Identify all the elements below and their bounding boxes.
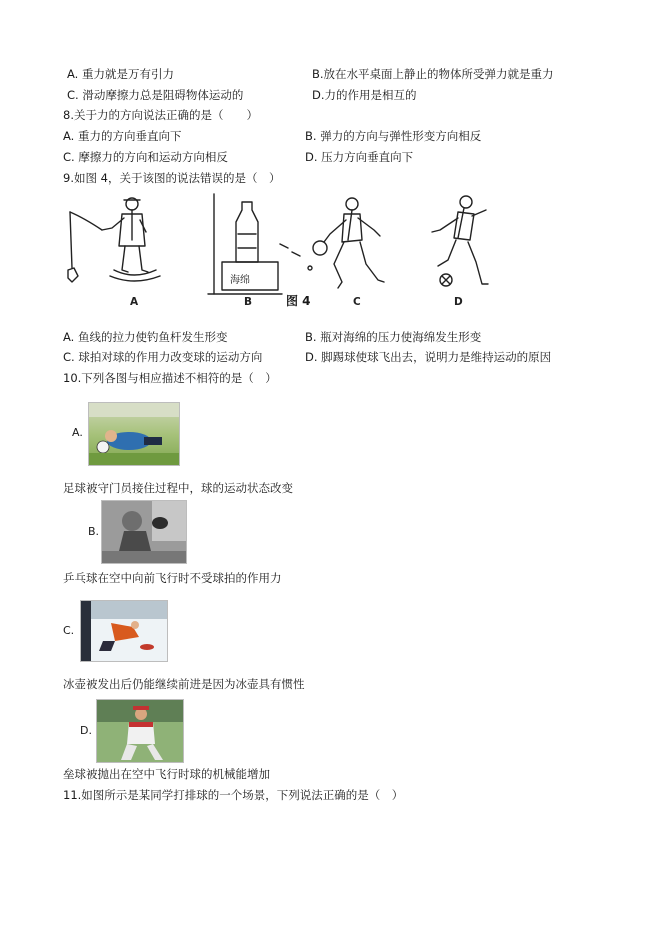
q7-option-b: B.放在水平桌面上静止的物体所受弹力就是重力 — [312, 67, 554, 81]
figure-caption: 图 4 — [286, 294, 311, 308]
q9-option-b: B. 瓶对海绵的压力使海绵发生形变 — [305, 330, 482, 344]
q9-stem: 9.如图 4，关于该图的说法错误的是（ ） — [63, 171, 281, 185]
q8-option-d: D. 压力方向垂直向下 — [305, 150, 414, 164]
sponge-label: 海绵 — [230, 275, 250, 286]
q9-option-d: D. 脚踢球使球飞出去，说明力是维持运动的原因 — [305, 350, 552, 364]
q8-option-c: C. 摩擦力的方向和运动方向相反 — [63, 150, 228, 164]
figure-label-c: C — [353, 296, 361, 308]
q7-option-d: D.力的作用是相互的 — [312, 88, 417, 102]
q10-option-c-label: C. — [63, 624, 75, 637]
goalkeeper-photo — [88, 402, 180, 466]
q10-option-d-label: D. — [80, 724, 92, 737]
soccer-player — [432, 196, 488, 286]
angler-figure — [68, 198, 160, 282]
q8-option-b: B. 弹力的方向与弹性形变方向相反 — [305, 129, 482, 143]
figure-label-d: D — [454, 296, 463, 308]
q7-option-c: C. 滑动摩擦力总是阻碍物体运动的 — [67, 88, 244, 102]
table-tennis-player — [280, 198, 384, 288]
q10-option-a-text: 足球被守门员接住过程中，球的运动状态改变 — [63, 481, 293, 495]
softball-photo-art — [97, 700, 183, 762]
q10-stem: 10.下列各图与相应描述不相符的是（ ） — [63, 371, 277, 385]
table-tennis-photo-art — [102, 501, 186, 563]
q9-option-c: C. 球拍对球的作用力改变球的运动方向 — [63, 350, 263, 364]
figure-4 — [62, 190, 502, 310]
figure-label-a: A — [130, 296, 139, 308]
q9-option-a: A. 鱼线的拉力使钓鱼杆发生形变 — [63, 330, 228, 344]
q8-option-a: A. 重力的方向垂直向下 — [63, 129, 182, 143]
table-tennis-photo — [101, 500, 187, 564]
q8-stem: 8.关于力的方向说法正确的是（ ） — [63, 108, 258, 122]
curling-photo-art — [81, 601, 167, 661]
softball-photo — [96, 699, 184, 763]
q10-option-b-text: 乒乓球在空中向前飞行时不受球拍的作用力 — [63, 571, 282, 585]
q10-option-d-text: 垒球被抛出在空中飞行时球的机械能增加 — [63, 767, 270, 781]
goalkeeper-photo-art — [89, 403, 179, 465]
q7-option-a: A. 重力就是万有引力 — [67, 67, 174, 81]
figure-4-drawing — [62, 190, 502, 310]
q10-option-c-text: 冰壶被发出后仍能继续前进是因为冰壶具有惯性 — [63, 677, 305, 691]
q11-stem: 11.如图所示是某同学打排球的一个场景，下列说法正确的是（ ） — [63, 788, 404, 802]
q10-option-b-label: B. — [88, 525, 100, 538]
q10-option-a-label: A. — [72, 426, 83, 439]
curling-photo — [80, 600, 168, 662]
figure-label-b: B — [244, 296, 253, 308]
